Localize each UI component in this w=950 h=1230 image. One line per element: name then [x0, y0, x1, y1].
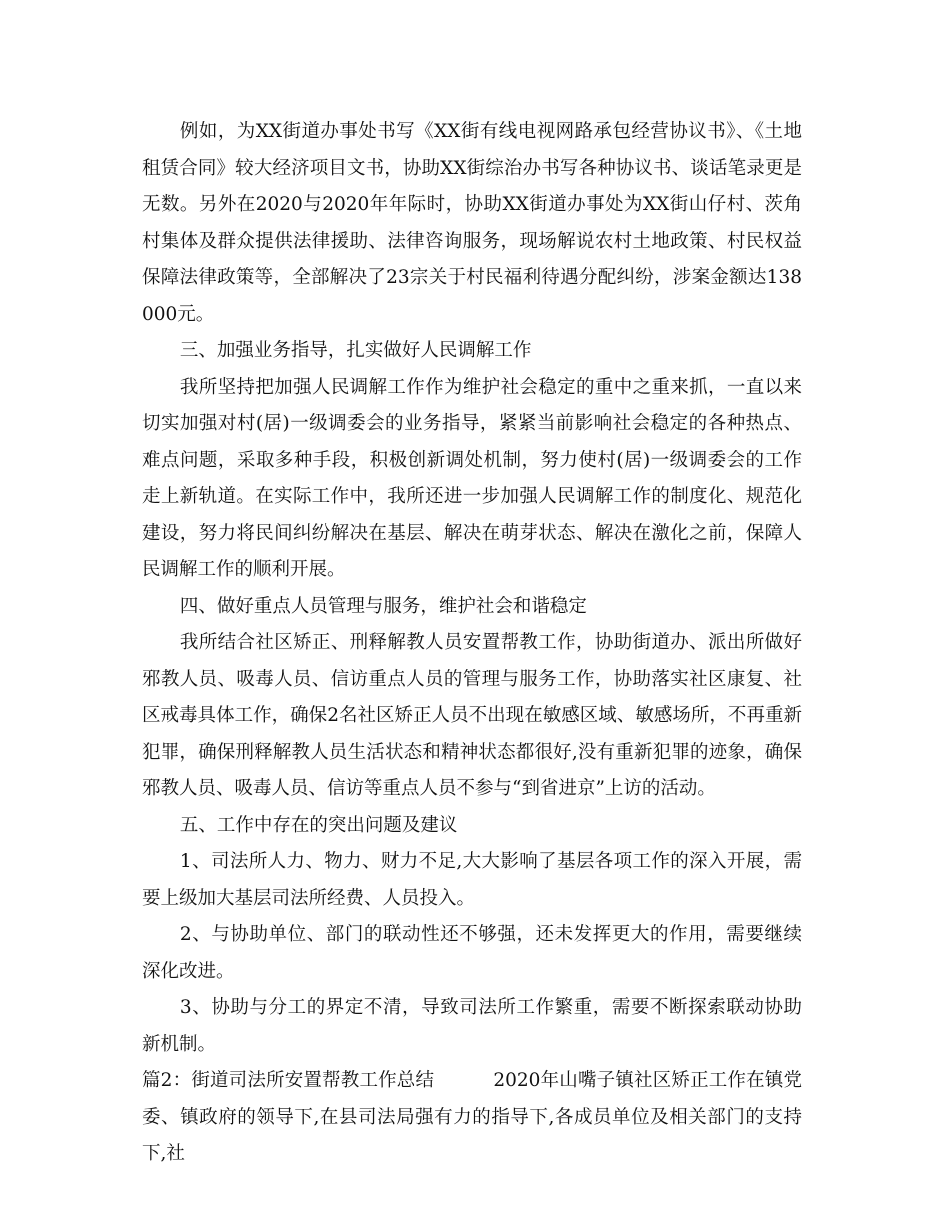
section-heading-3: 三、加强业务指导，扎实做好人民调解工作 [179, 340, 532, 361]
article-2-text: 2020年山嘴子镇社区矫正工作在镇党委、镇政府的领导下,在县司法局强有力的指导下,各成员单位及相关部门的支持下,社 [142, 1070, 802, 1164]
paragraph-mediation: 我所坚持把加强人民调解工作作为维护社会稳定的重中之重来抓，一直以来切实加强对村(居)一级调委会的业务指导，紧紧当前影响社会稳定的各种热点、难点问题，采取多种手段，积极创新调处机制，努力使村(居)一级调委会的工作走上新轨道。在实际工作中，我所还进一步加强人民调解工作的制度化、规范化建设，努力将民间纠纷解决在基层、解决在萌芽状态、解决在激化之前，保障人民调解工作的顺利开展。 [142, 376, 802, 580]
document-body [142, 114, 802, 1173]
paragraph-example: 例如，为XX街道办事处书写《XX街有线电视网路承包经营协议书》、《土地租赁合同》较大经济项目文书，协助XX街综治办书写各种协议书、谈话笔录更是无数。另外在2020与2020年年际时，协助XX街道办事处为XX街山仔村、茨角村集体及群众提供法律援助、法律咨询服务，现场解说农村土地政策、村民权益保障法律政策等，全部解决了23宗关于村民福利待遇分配纠纷，涉案金额达138000元。 [142, 121, 802, 325]
section-heading-4: 四、做好重点人员管理与服务，维护社会和谐稳定 [179, 595, 587, 617]
list-item-3: 3、协助与分工的界定不清，导致司法所工作繁重，需要不断探索联动协助新机制。 [142, 997, 802, 1055]
list-item-2: 2、与协助单位、部门的联动性还不够强，还未发挥更大的作用，需要继续深化改进。 [142, 924, 802, 982]
list-item-1: 1、司法所人力、物力、财力不足,大大影响了基层各项工作的深入开展，需要上级加大基层司法所经费、人员投入。 [142, 851, 802, 909]
paragraph-key-persons: 我所结合社区矫正、刑释解教人员安置帮教工作，协助街道办、派出所做好邪教人员、吸毒人员、信访重点人员的管理与服务工作，协助落实社区康复、社区戒毒具体工作，确保2名社区矫正人员不出现在敏感区域、敏感场所，不再重新犯罪，确保刑释解教人员生活状态和精神状态都很好,没有重新犯罪的迹象，确保邪教人员、吸毒人员、信访等重点人员不参与“到省进京”上访的活动。 [142, 632, 802, 799]
section-heading-5: 五、工作中存在的突出问题及建议 [179, 814, 458, 836]
article-2-paragraph [142, 1063, 802, 1173]
article-2-title: 篇2：街道司法所安置帮教工作总结 [142, 1070, 435, 1091]
